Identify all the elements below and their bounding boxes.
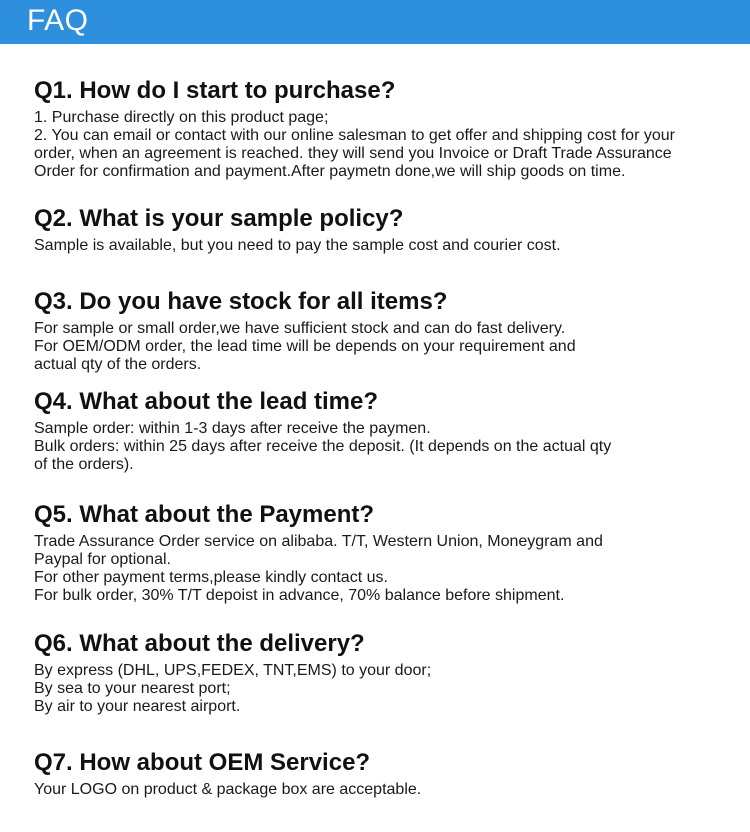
faq-item-q7 (34, 748, 734, 799)
faq-answer (34, 237, 734, 255)
answer-line: By sea to your nearest port; (34, 680, 231, 697)
faq-question: Q3. Do you have stock for all items? (34, 288, 448, 315)
answer-line: 2. You can email or contact with our online salesman to get offer and shipping cost for your (34, 127, 675, 144)
answer-line: By express (DHL, UPS,FEDEX, TNT,EMS) to your door; (34, 662, 432, 679)
faq-answer (34, 533, 734, 605)
answer-line: For OEM/ODM order, the lead time will be depends on your requirement and (34, 338, 576, 355)
faq-item-q6 (34, 629, 734, 716)
faq-item-q5 (34, 500, 734, 605)
answer-line: Sample order: within 1-3 days after receive the paymen. (34, 420, 431, 437)
answer-line: Order for confirmation and payment.After paymetn done,we will ship goods on time. (34, 163, 626, 180)
answer-line: Bulk orders: within 25 days after receive the deposit. (It depends on the actual qty (34, 438, 612, 455)
faq-question: Q6. What about the delivery? (34, 630, 365, 657)
faq-question: Q4. What about the lead time? (34, 388, 379, 415)
faq-question: Q5. What about the Payment? (34, 501, 375, 528)
faq-question: Q2. What is your sample policy? (34, 205, 404, 232)
faq-item-q3 (34, 287, 734, 374)
answer-line: of the orders). (34, 456, 134, 473)
faq-answer (34, 662, 734, 716)
answer-line: Trade Assurance Order service on alibaba. T/T, Western Union, Moneygram and (34, 533, 603, 550)
answer-line: For sample or small order,we have sufficient stock and can do fast delivery. (34, 320, 566, 337)
faq-header-bar (0, 0, 750, 44)
faq-answer (34, 420, 734, 474)
faq-question: Q7. How about OEM Service? (34, 749, 371, 776)
answer-line: For other payment terms,please kindly contact us. (34, 569, 388, 586)
faq-item-q2 (34, 204, 734, 255)
faq-item-q1 (34, 76, 734, 181)
answer-line: Sample is available, but you need to pay the sample cost and courier cost. (34, 237, 561, 254)
answer-line: order, when an agreement is reached. they will send you Invoice or Draft Trade Assurance (34, 145, 672, 162)
answer-line: actual qty of the orders. (34, 356, 202, 373)
faq-answer (34, 320, 734, 374)
faq-answer (34, 781, 734, 799)
faq-item-q4 (34, 387, 734, 474)
answer-line: 1. Purchase directly on this product page; (34, 109, 329, 126)
answer-line: Paypal for optional. (34, 551, 171, 568)
faq-question: Q1. How do I start to purchase? (34, 77, 396, 104)
answer-line: By air to your nearest airport. (34, 698, 241, 715)
answer-line: For bulk order, 30% T/T depoist in advance, 70% balance before shipment. (34, 587, 565, 604)
answer-line: Your LOGO on product & package box are acceptable. (34, 781, 422, 798)
page-title: FAQ (27, 4, 89, 37)
faq-answer (34, 109, 734, 181)
